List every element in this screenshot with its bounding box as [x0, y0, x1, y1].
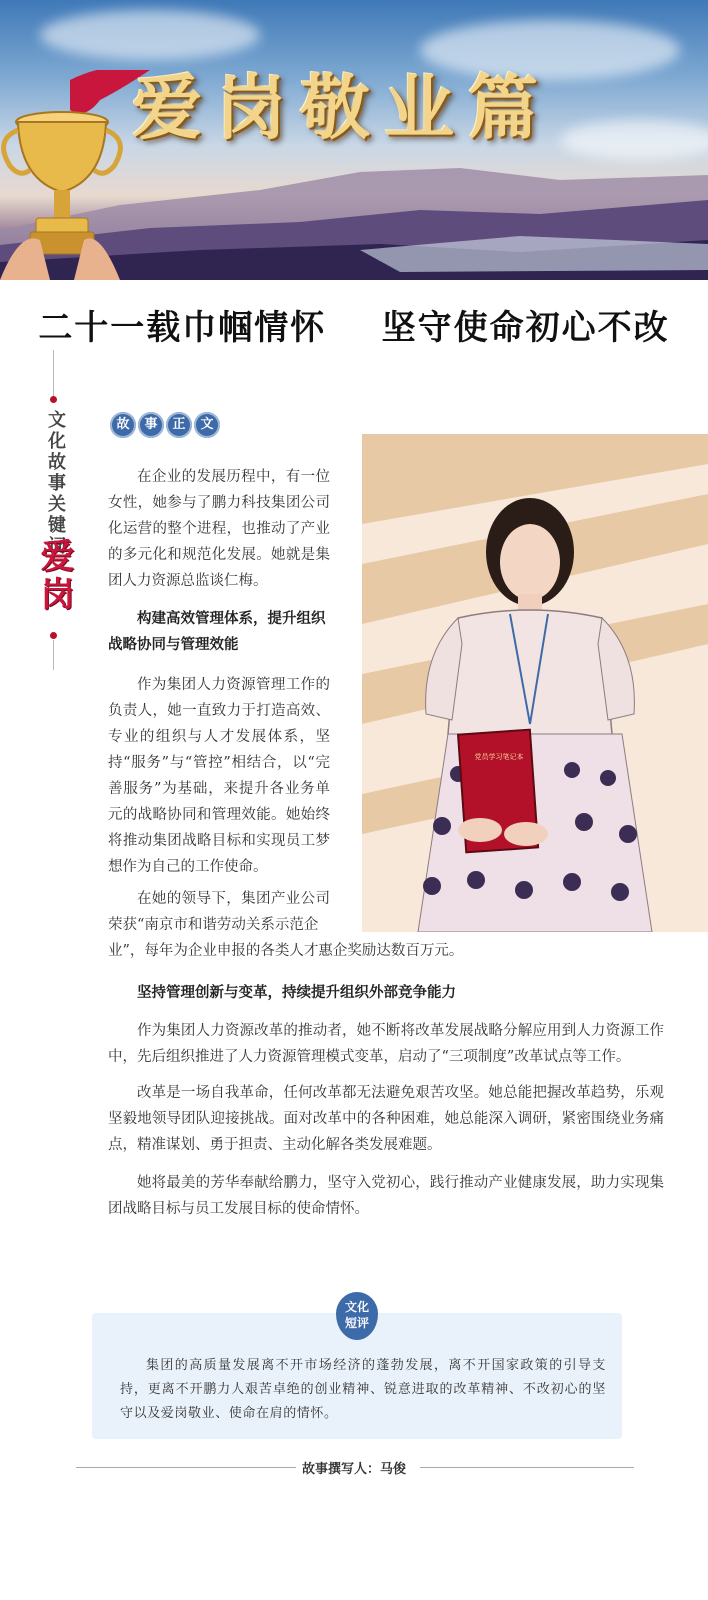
tag-char: 故 [110, 412, 136, 438]
paragraph-role: 作为集团人力资源管理工作的负责人，她一直致力于打造高效、专业的组织与人才发展体系，坚持“服务”与“管控”相结合，以“完善服务”为基础，来提升各业务单元的战略协同和管理效能。她始终将推动集团战略目标和实现员工梦想作为自己的工作使命。 [108, 677, 330, 875]
red-dot-icon [50, 396, 57, 403]
keyword-column [34, 350, 74, 670]
subheading-management: 构建高效管理体系，提升组织战略协同与管理效能 [108, 611, 326, 653]
divider-line [53, 640, 54, 670]
commentary-text: 集团的高质量发展离不开市场经济的蓬勃发展，离不开国家政策的引导支持，更离不开鹏力人艰苦卓绝的创业精神、锐意进取的改革精神、不改初心的坚守以及爱岗敬业、使命在肩的情怀。 [120, 1358, 606, 1421]
red-dot-icon [50, 632, 57, 639]
portrait-illustration [362, 434, 708, 932]
paragraph-revolution: 改革是一场自我革命，任何改革都无法避免艰苦攻坚。她总能把握改革趋势，乐观坚毅地领导团队迎接挑战。面对改革中的各种困难，她总能深入调研，紧密围绕业务痛点，精准谋划、勇于担责、主动化解各类发展难题。 [108, 1085, 664, 1153]
notebook-label: 党员学习笔记本 [474, 753, 524, 761]
subheading-innovation: 坚持管理创新与变革，持续提升组织外部竞争能力 [137, 985, 456, 1001]
paragraph-intro: 在企业的发展历程中，有一位女性，她参与了鹏力科技集团公司化运营的整个进程，也推动了产业的多元化和规范化发展。她就是集团人力资源总监谈仁梅。 [108, 469, 330, 589]
section-tag-story [110, 412, 220, 438]
divider-line [53, 350, 54, 396]
paragraph-honor-part1: 在她的领导下，集团产业公司荣获“南京市和谐劳动关系示范企 [108, 891, 330, 933]
banner-title: 爱岗敬业篇 [132, 66, 552, 149]
paragraph-dedication: 她将最美的芳华奉献给鹏力，坚守入党初心，践行推动产业健康发展，助力实现集团战略目标与员工发展目标的使命情怀。 [108, 1175, 664, 1217]
paragraph-reform: 作为集团人力资源改革的推动者，她不断将改革发展战略分解应用到人力资源工作中，先后组织推进了人力资源管理模式变革，启动了“三项制度”改革试点等工作。 [108, 1023, 664, 1065]
portrait-figure [362, 434, 708, 932]
keyword-label: 文化故事关键词 [45, 410, 66, 557]
header-banner [0, 0, 708, 280]
paragraph-honor-part2: 业”，每年为企业申报的各类人才惠企奖励达数百万元。 [108, 943, 464, 959]
author-credit: 故事撰写人：马俊 [301, 1462, 406, 1477]
keyword-value: 爱岗 [34, 538, 74, 614]
tag-char: 事 [138, 412, 164, 438]
article-headline: 二十一载巾帼情怀 坚守使命初心不改 [38, 308, 670, 348]
badge-line: 短评 [344, 1316, 369, 1330]
tag-char: 文 [194, 412, 220, 438]
badge-line: 文化 [344, 1300, 369, 1314]
tag-char: 正 [166, 412, 192, 438]
